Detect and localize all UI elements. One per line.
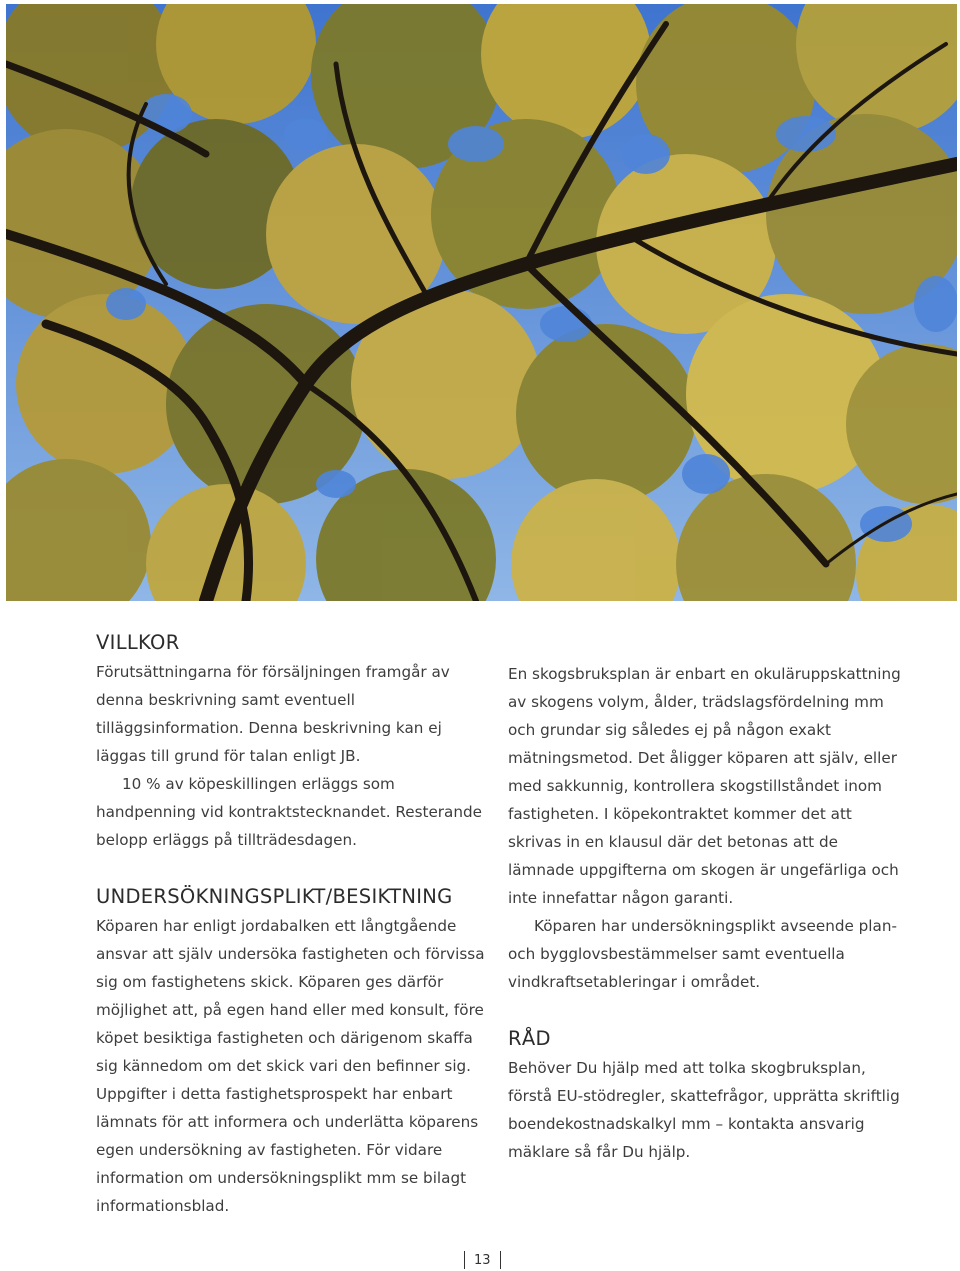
villkor-heading: VILLKOR (96, 631, 180, 654)
rad-paragraph: Behöver Du hjälp med att tolka skogbruksplan, förstå EU-stödregler, skattefrågor, upprätta skriftlig boendekostnadskalkyl mm – kontakta ansvarig mäklare så får Du hjälp. (508, 1059, 900, 1161)
skogsbruksplan-paragraph: En skogsbruksplan är enbart en okuläruppskattning av skogens volym, ålder, trädslagsfördelning mm och grundar sig således ej på någon exakt mätningsmetod. Det åligger köparen att själv, eller med sakkunnig, kontrollera skogstillståndet inom fastigheten. I köpekontraktet kommer det att skrivas in en klausul där det betonas att de lämnade uppgifterna om skogen är ungefärliga och inte innefattar någon garanti. (508, 665, 901, 907)
page-number-right-rule (500, 1251, 501, 1269)
left-column (96, 628, 496, 1220)
villkor-paragraph-1: Förutsättningarna för försäljningen framgår av denna beskrivning samt eventuell tilläggsinformation. Denna beskrivning kan ej läggas till grund för talan enligt JB. (96, 663, 450, 765)
oak-tree-canopy-photo (6, 4, 957, 601)
page-number-text: 13 (474, 1252, 491, 1268)
rad-heading: RÅD (508, 1027, 551, 1050)
right-column (508, 660, 908, 1166)
page-number (464, 1250, 501, 1270)
plan-bygglov-paragraph: Köparen har undersökningsplikt avseende plan- och bygglovsbestämmelser samt eventuella vindkraftsetableringar i området. (508, 917, 897, 991)
villkor-paragraph-2: 10 % av köpeskillingen erläggs som handpenning vid kontraktstecknandet. Resterande belopp erläggs på tillträdesdagen. (96, 775, 482, 849)
hero-photo (6, 4, 957, 601)
undersokningsplikt-heading: UNDERSÖKNINGSPLIKT/BESIKTNING (96, 885, 453, 908)
undersokningsplikt-paragraph: Köparen har enligt jordabalken ett långtgående ansvar att själv undersöka fastigheten och förvissa sig om fastighetens skick. Köparen ges därför möjlighet att, på egen hand eller med konsult, före köpet besiktiga fastigheten och därigenom skaffa sig kännedom om det skick vari den befinner sig. Uppgifter i detta fastighetsprospekt har enbart lämnats för att informera och underlätta köparens egen undersökning av fastigheten. För vidare information om undersökningsplikt mm se bilagt informationsblad. (96, 917, 485, 1215)
